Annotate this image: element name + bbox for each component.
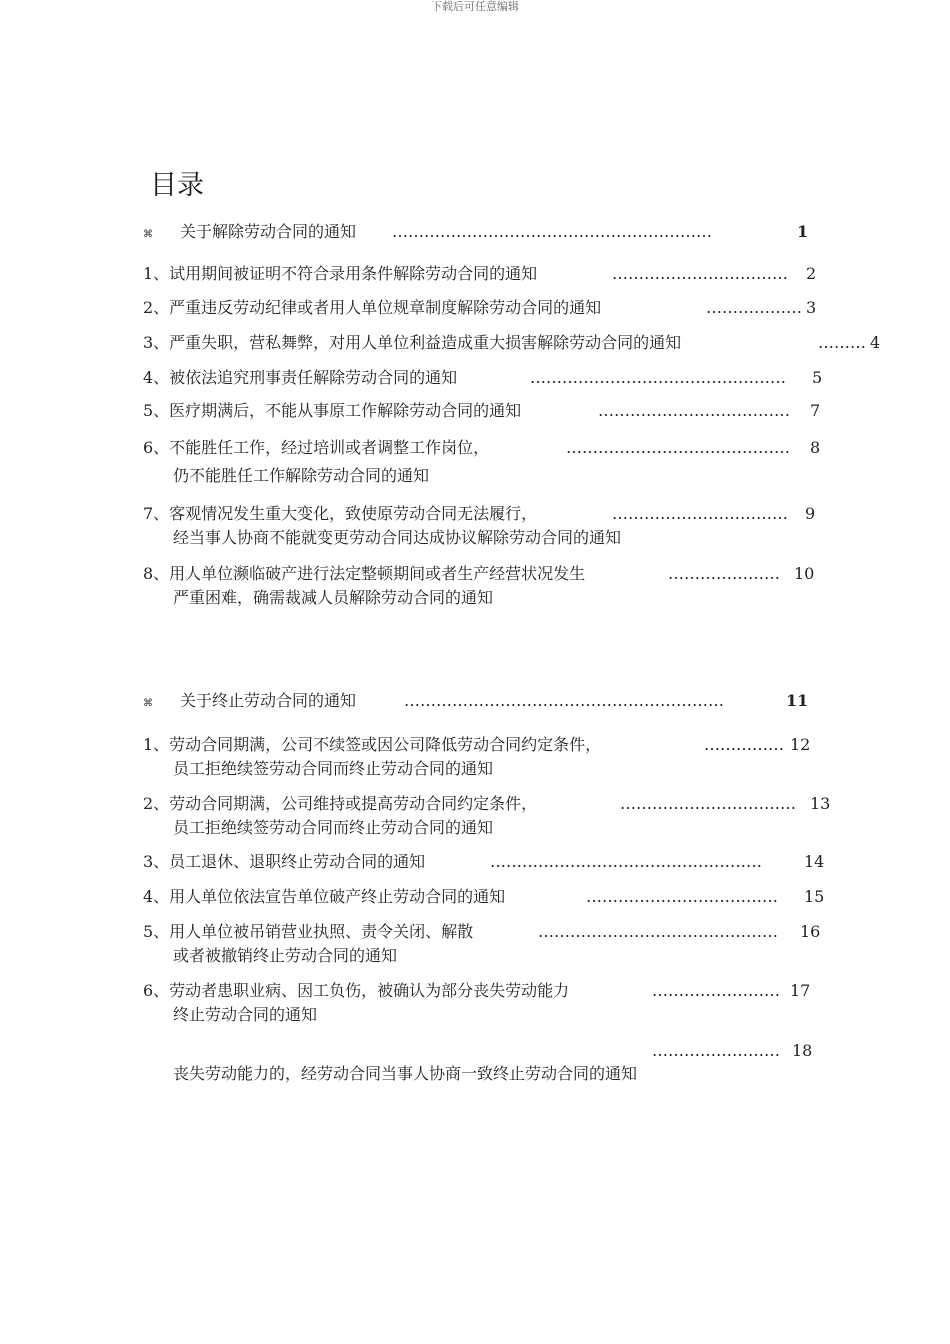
toc-entry-continuation[interactable]: 经当事人协商不能就变更劳动合同达成协议解除劳动合同的通知	[173, 528, 622, 547]
toc-page-number: 13	[810, 794, 831, 813]
toc-leader: ……………………………………………………	[392, 222, 712, 241]
toc-entry[interactable]: 3、严重失职，营私舞弊，对用人单位利益造成重大损害解除劳动合同的通知	[143, 333, 682, 352]
toc-page-number: 8	[810, 438, 821, 457]
toc-entry-continuation[interactable]: 终止劳动合同的通知	[173, 1005, 318, 1024]
toc-page-number: 16	[800, 922, 821, 941]
toc-page-number: 12	[790, 735, 811, 754]
toc-leader: ……………………………………………	[490, 852, 762, 871]
toc-section-title[interactable]: 关于终止劳动合同的通知	[180, 691, 357, 710]
toc-entry[interactable]: 7、客观情况发生重大变化，致使原劳动合同无法履行，	[143, 504, 538, 523]
toc-entry-continuation[interactable]: 员工拒绝续签劳动合同而终止劳动合同的通知	[173, 818, 494, 837]
toc-leader: …………………	[668, 564, 780, 583]
toc-page-number: 2	[806, 264, 817, 283]
toc-leader: ………	[818, 333, 866, 352]
toc-leader: ……………………	[652, 981, 780, 1000]
toc-entry-continuation[interactable]: 或者被撤销终止劳动合同的通知	[173, 946, 398, 965]
toc-title: 目录	[150, 170, 204, 201]
section-bullet-icon: ⌘	[143, 698, 153, 709]
toc-page-number: 10	[794, 564, 815, 583]
toc-entry[interactable]: 1、劳动合同期满，公司不续签或因公司降低劳动合同约定条件，	[143, 735, 602, 754]
toc-entry[interactable]: 3、员工退休、退职终止劳动合同的通知	[143, 852, 426, 871]
toc-entry-continuation[interactable]: 丧失劳动能力的，经劳动合同当事人协商一致终止劳动合同的通知	[173, 1064, 638, 1083]
toc-leader: ……………………………………	[566, 438, 790, 457]
toc-page-number: 1	[797, 222, 809, 241]
toc-entry[interactable]: 1、试用期间被证明不符合录用条件解除劳动合同的通知	[143, 264, 538, 283]
toc-page-number: 17	[790, 981, 811, 1000]
toc-leader: ……………	[704, 735, 784, 754]
toc-entry[interactable]: 2、劳动合同期满，公司维持或提高劳动合同约定条件，	[143, 794, 538, 813]
toc-entry[interactable]: 6、劳动者患职业病、因工负伤，被确认为部分丧失劳动能力	[143, 981, 570, 1000]
toc-leader: ………………………………	[598, 401, 790, 420]
toc-page-number: 7	[810, 401, 821, 420]
toc-entry[interactable]: 8、用人单位濒临破产进行法定整顿期间或者生产经营状况发生	[143, 564, 586, 583]
toc-page-number: 9	[805, 504, 816, 523]
toc-leader: ……………………………	[612, 264, 788, 283]
toc-leader: ……………………………	[612, 504, 788, 523]
toc-entry[interactable]: 5、医疗期满后，不能从事原工作解除劳动合同的通知	[143, 401, 522, 420]
toc-entry-continuation[interactable]: 严重困难，确需裁减人员解除劳动合同的通知	[173, 588, 494, 607]
toc-leader: ……………………………	[620, 794, 796, 813]
toc-page-number: 3	[806, 298, 817, 317]
toc-leader: ………………………………	[586, 887, 778, 906]
toc-entry[interactable]: 4、用人单位依法宣告单位破产终止劳动合同的通知	[143, 887, 506, 906]
toc-entry[interactable]: 2、严重违反劳动纪律或者用人单位规章制度解除劳动合同的通知	[143, 298, 602, 317]
toc-page-number: 14	[804, 852, 825, 871]
toc-leader: ………………………………………	[538, 922, 778, 941]
toc-page-number: 11	[786, 691, 809, 710]
toc-entry[interactable]: 4、被依法追究刑事责任解除劳动合同的通知	[143, 368, 458, 387]
toc-entry[interactable]: 5、用人单位被吊销营业执照、责令关闭、解散	[143, 922, 474, 941]
toc-entry[interactable]: 6、不能胜任工作，经过培训或者调整工作岗位，	[143, 438, 490, 457]
toc-page-number: 4	[870, 333, 881, 352]
toc-section-title[interactable]: 关于解除劳动合同的通知	[180, 222, 357, 241]
toc-page-number: 18	[792, 1041, 813, 1060]
toc-leader: ……………………	[652, 1041, 780, 1060]
toc-leader: …………………………………………	[530, 368, 786, 387]
toc-leader: ………………	[706, 298, 802, 317]
toc-page-number: 5	[812, 368, 823, 387]
toc-entry-continuation[interactable]: 仍不能胜任工作解除劳动合同的通知	[173, 466, 430, 485]
toc-entry-continuation[interactable]: 员工拒绝续签劳动合同而终止劳动合同的通知	[173, 759, 494, 778]
section-bullet-icon: ⌘	[143, 229, 153, 240]
toc-leader: ……………………………………………………	[404, 691, 724, 710]
page-header: 下载后可任意编辑	[431, 0, 519, 13]
toc-page-number: 15	[804, 887, 825, 906]
